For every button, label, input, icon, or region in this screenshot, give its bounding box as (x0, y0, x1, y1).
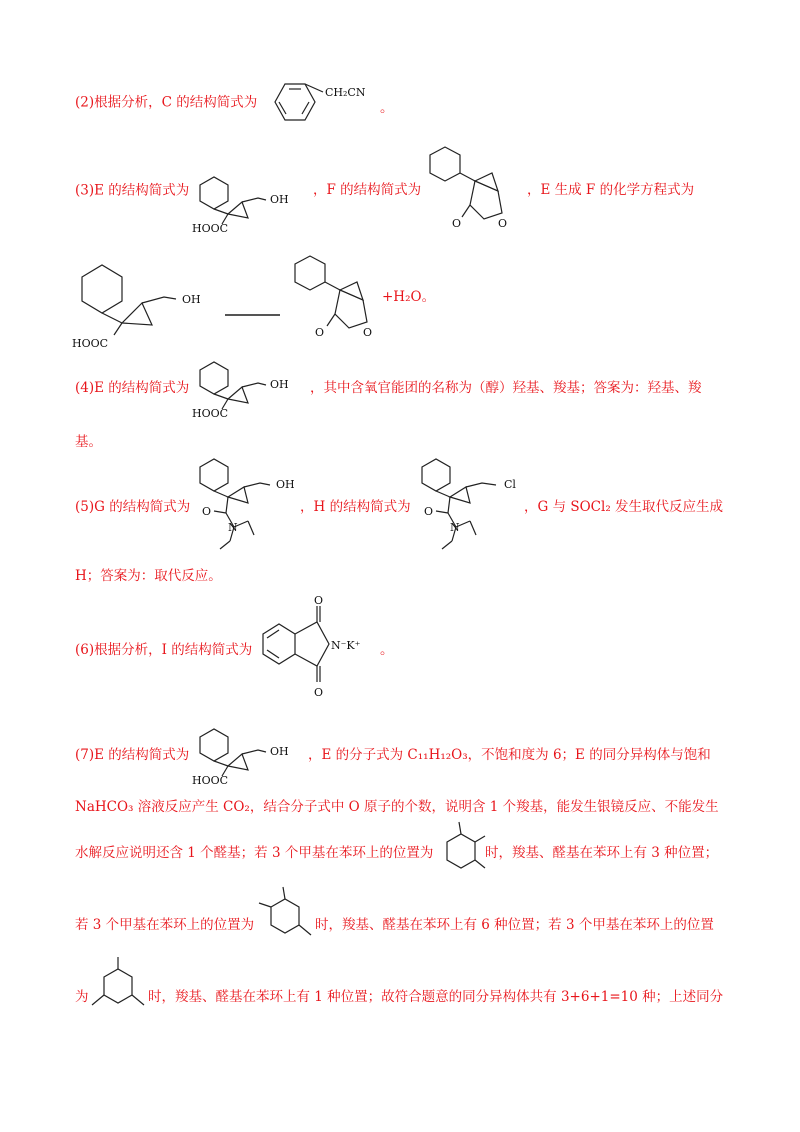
svg-text:HOOC: HOOC (192, 407, 229, 420)
p5-b: ，H 的结构简式为 (300, 499, 411, 515)
p7-a: (7)E 的结构简式为 (75, 747, 190, 763)
p7-d: 水解反应说明还含 1 个醛基；若 3 个甲基在苯环上的位置为 (75, 845, 434, 861)
structure-E-2 (190, 355, 310, 420)
p2-line (75, 92, 257, 113)
svg-text:Cl: Cl (504, 478, 516, 491)
p3-a: (3)E 的结构简式为 (75, 182, 190, 199)
c-label: CH₂CN (325, 86, 366, 99)
svg-text:O: O (424, 505, 434, 518)
p7-c: NaHCO₃ 溶液反应产生 CO₂，结合分子式中 O 原子的个数，说明含 1 个羧基，能发生银镜反应、不能发生 (75, 799, 719, 815)
p6-a: (6)根据分析，I 的结构简式为 (75, 642, 253, 658)
structure-E-1 (190, 170, 310, 235)
svg-text:O: O (202, 505, 212, 518)
structure-I (255, 592, 385, 702)
svg-text:N⁻K⁺: N⁻K⁺ (331, 639, 361, 652)
svg-text:OH: OH (182, 293, 201, 306)
svg-text:O: O (363, 326, 373, 339)
structure-F-1 (420, 143, 530, 238)
p6-end: 。 (380, 642, 394, 658)
trimethylbenzene-2 (255, 885, 320, 950)
structure-G (190, 455, 310, 555)
p5-c: ，G 与 SOCl₂ 发生取代反应生成 (524, 499, 724, 515)
p2-end: 。 (380, 100, 394, 116)
p3-prodtail: +H₂O。 (382, 289, 436, 305)
svg-text:O: O (314, 686, 324, 699)
trimethylbenzene-3 (88, 955, 153, 1020)
structure-H (412, 455, 532, 555)
svg-text:OH: OH (270, 378, 289, 391)
svg-text:O: O (452, 217, 462, 230)
equation-product-F (285, 252, 385, 347)
trimethylbenzene-1 (437, 820, 492, 885)
p7-e: 时，羧基、醛基在苯环上有 3 种位置； (485, 845, 719, 861)
svg-text:OH: OH (270, 193, 289, 206)
p3-c: ，E 生成 F 的化学方程式为 (527, 182, 695, 198)
p7-h: 为 (75, 989, 89, 1005)
p4-b: ，其中含氧官能团的名称为（醇）羟基、羧基；答案为：羟基、羧 (310, 380, 702, 396)
svg-text:OH: OH (276, 478, 295, 491)
p4-a: (4)E 的结构简式为 (75, 380, 190, 396)
p3-line (75, 180, 189, 201)
svg-text:HOOC: HOOC (72, 337, 109, 350)
equation-reactant-E (70, 255, 230, 350)
p2-text: (2)根据分析，C 的结构简式为 (75, 94, 258, 111)
p4-c: 基。 (75, 434, 102, 450)
structure-C (265, 72, 395, 132)
p7-g: 时，羧基、醛基在苯环上有 6 种位置；若 3 个甲基在苯环上的位置 (315, 917, 714, 933)
p5-d: H；答案为：取代反应。 (75, 568, 222, 584)
structure-E-3 (190, 722, 310, 787)
svg-text:N: N (450, 521, 460, 534)
p3-b: ，F 的结构简式为 (313, 182, 422, 198)
p7-i: 时，羧基、醛基在苯环上有 1 种位置；故符合题意的同分异构体共有 3+6+1=10 种；上述同分 (148, 989, 724, 1005)
svg-text:O: O (498, 217, 508, 230)
reaction-arrow (225, 314, 280, 326)
svg-text:HOOC: HOOC (192, 774, 229, 787)
p7-b: ，E 的分子式为 C₁₁H₁₂O₃，不饱和度为 6；E 的同分异构体与饱和 (308, 747, 711, 763)
svg-text:O: O (315, 326, 325, 339)
svg-text:HOOC: HOOC (192, 222, 229, 235)
p7-f: 若 3 个甲基在苯环上的位置为 (75, 917, 255, 933)
svg-text:O: O (314, 594, 324, 607)
p5-a: (5)G 的结构简式为 (75, 499, 191, 515)
svg-text:N: N (228, 521, 238, 534)
svg-text:OH: OH (270, 745, 289, 758)
